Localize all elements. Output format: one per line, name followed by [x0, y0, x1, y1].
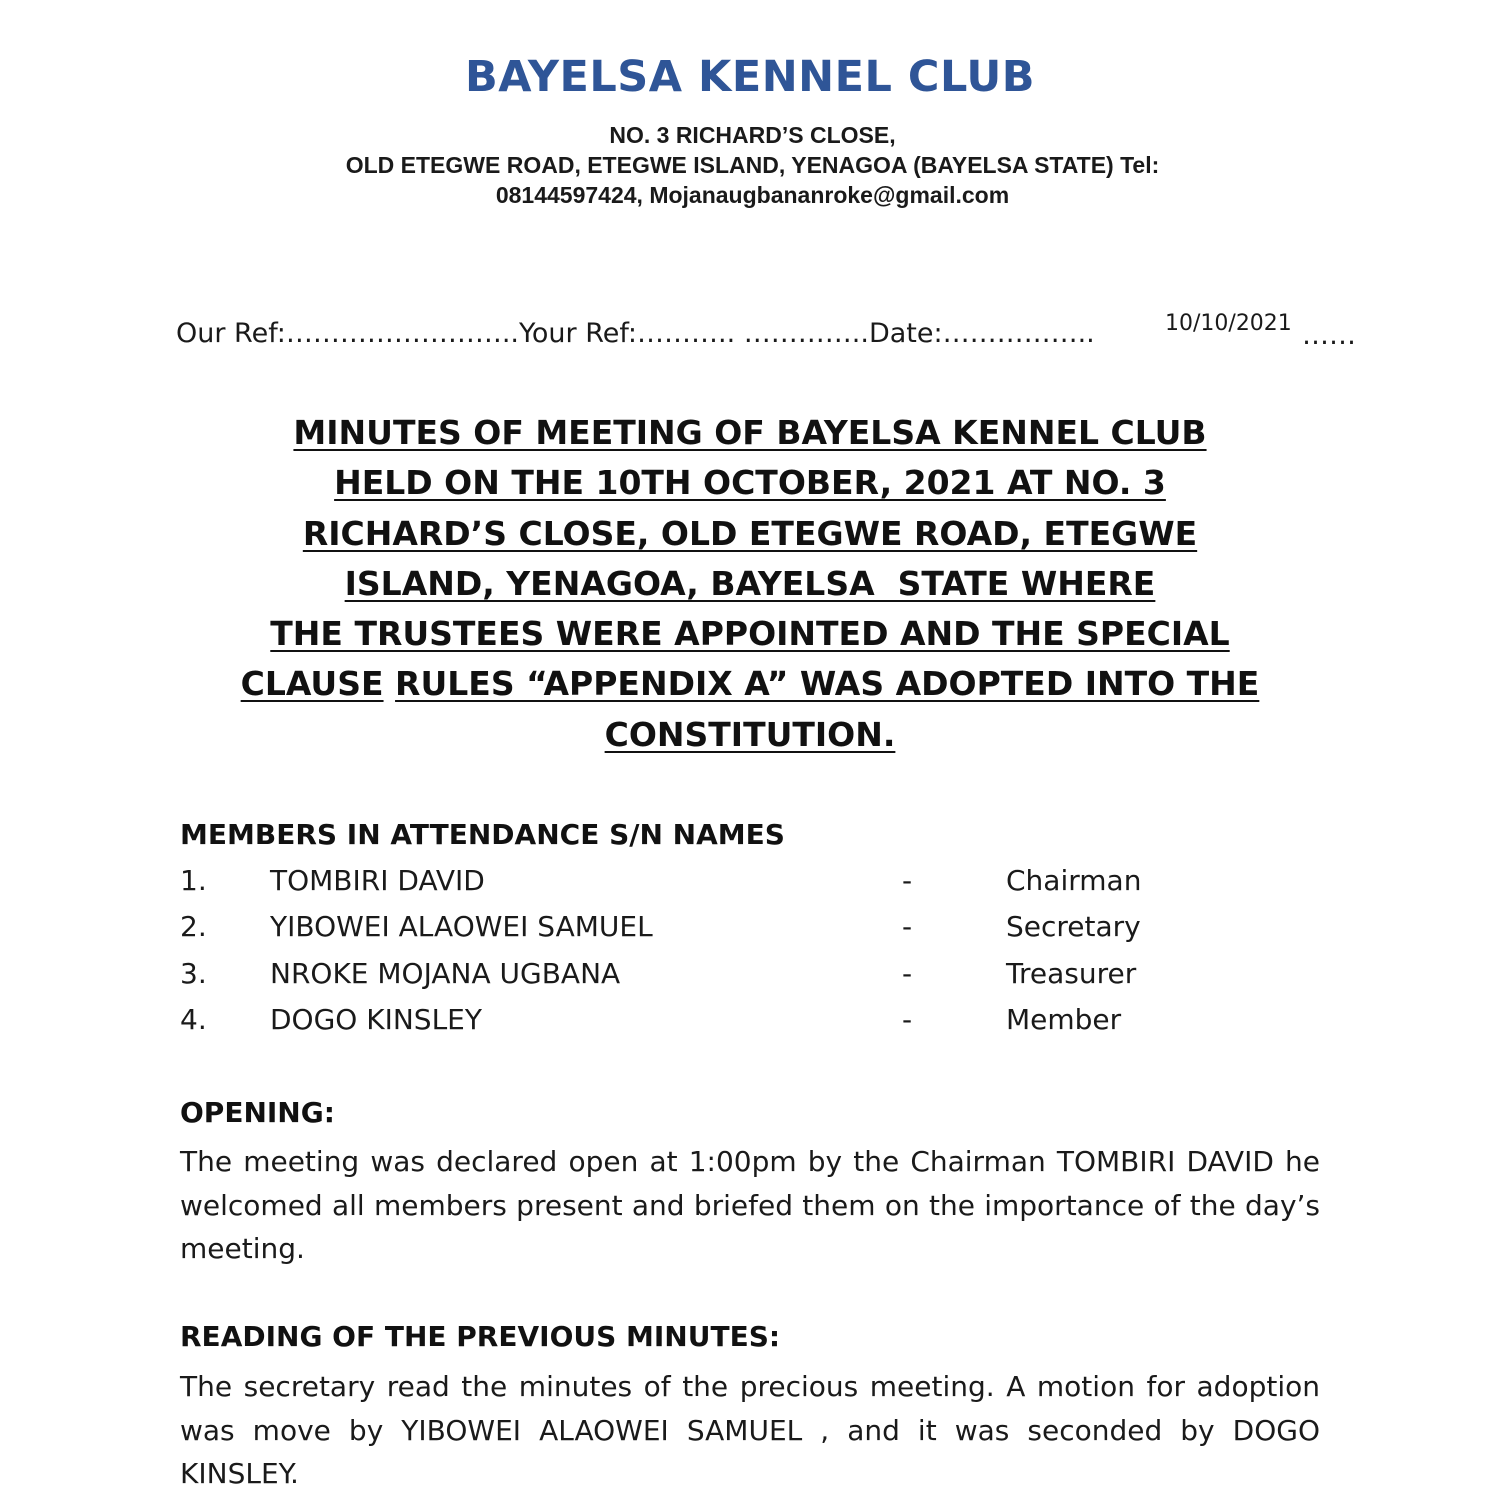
previous-minutes-paragraph: The secretary read the minutes of the precious meeting. A motion for adoption was move by YIBOWEI ALAOWEI SAMUEL , and it was seconded by DOGO KINSLEY.	[180, 1370, 1320, 1490]
address-line-2: OLD ETEGWE ROAD, ETEGWE ISLAND, YENAGOA (BAYELSA STATE) Tel:	[345, 152, 1160, 178]
reference-trailing-dots: ……	[1302, 320, 1356, 351]
members-list	[180, 864, 1280, 1049]
member-separator: -	[902, 956, 913, 990]
title-line-6a: CLAUSE	[240, 664, 384, 704]
member-role: Secretary	[1006, 910, 1141, 944]
title-line-2: HELD ON THE 10TH OCTOBER, 2021 AT NO. 3	[334, 463, 1166, 503]
list-item	[180, 864, 1280, 910]
member-separator: -	[902, 910, 913, 944]
attendance-heading: MEMBERS IN ATTENDANCE S/N NAMES	[180, 818, 785, 851]
title-line-1: MINUTES OF MEETING OF BAYELSA KENNEL CLUB	[293, 413, 1207, 452]
address-line-1: NO. 3 RICHARD’S CLOSE,	[609, 122, 896, 148]
list-item	[180, 910, 1280, 956]
reference-fields: Our Ref:……………………..Your Ref:……….. …………..Date:……………..	[176, 318, 1095, 349]
member-name: NROKE MOJANA UGBANA	[270, 956, 621, 990]
opening-heading: OPENING:	[180, 1096, 335, 1129]
club-name: BAYELSA KENNEL CLUB	[464, 52, 1036, 102]
opening-paragraph: The meeting was declared open at 1:00pm by the Chairman TOMBIRI DAVID he welcomed all members present and briefed them on the importance of the day’s meeting.	[180, 1145, 1320, 1265]
list-item	[180, 957, 1280, 1003]
member-role: Chairman	[1006, 864, 1142, 897]
member-separator: -	[902, 1002, 913, 1036]
member-separator: -	[902, 864, 913, 897]
title-line-5: THE TRUSTEES WERE APPOINTED AND THE SPECIAL	[270, 614, 1230, 654]
title-line-3: RICHARD’S CLOSE, OLD ETEGWE ROAD, ETEGWE	[302, 513, 1198, 553]
list-item	[180, 1003, 1280, 1049]
member-name: TOMBIRI DAVID	[270, 864, 485, 897]
handwritten-date: 10/10/2021	[1165, 311, 1292, 336]
member-number: 3.	[180, 956, 207, 990]
member-role: Treasurer	[1006, 956, 1137, 990]
title-line-7: CONSTITUTION.	[604, 714, 896, 754]
member-number: 1.	[180, 864, 207, 897]
member-number: 2.	[180, 910, 207, 944]
club-address	[250, 120, 1255, 210]
member-role: Member	[1006, 1002, 1122, 1036]
title-line-4: ISLAND, YENAGOA, BAYELSA STATE WHERE	[344, 563, 1156, 603]
member-name: YIBOWEI ALAOWEI SAMUEL	[270, 910, 653, 944]
member-number: 4.	[180, 1002, 207, 1036]
previous-minutes-heading: READING OF THE PREVIOUS MINUTES:	[180, 1320, 781, 1353]
member-name: DOGO KINSLEY	[270, 1002, 482, 1036]
title-line-6b: RULES “APPENDIX A” WAS ADOPTED INTO THE	[395, 664, 1260, 704]
address-line-3: 08144597424, Mojanaugbananroke@gmail.com	[495, 182, 1010, 208]
minutes-title	[150, 408, 1350, 760]
